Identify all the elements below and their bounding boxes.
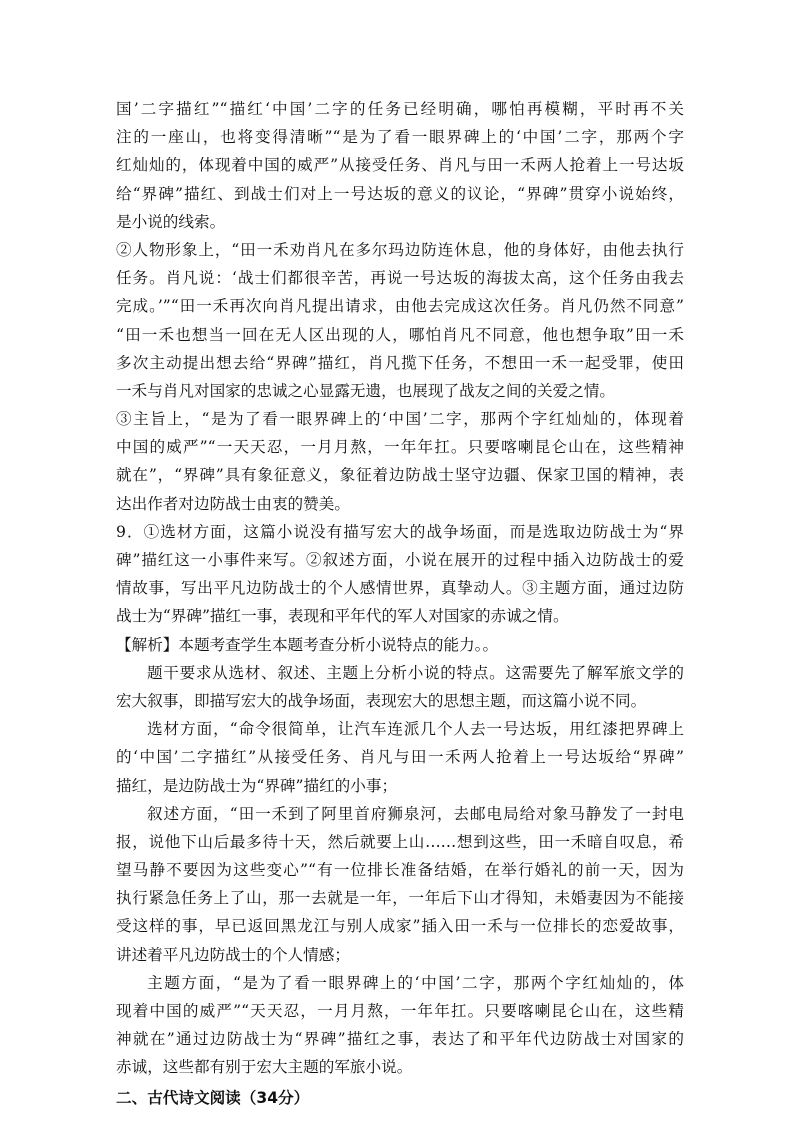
answer-9: [116, 518, 684, 631]
text-line: 叙述方面，“田一禾到了阿里首府狮泉河，去邮电局给对象马静发了一封电: [147, 804, 684, 823]
text-line: 题干要求从选材、叙述、主题上分析小说的特点。这需要先了解军旅文学的: [147, 663, 684, 682]
text-line: 注的一座山，也将变得清晰”“是为了看一眼界碑上的‘中国’二字，那两个字: [116, 128, 684, 147]
text-line: 主题方面，“是为了看一眼界碑上的‘中国’二字，那两个字红灿灿的，体: [147, 973, 684, 992]
text-line: 就在”，“界碑”具有象征意义，象征着边防战士坚守边疆、保家卫国的精神，表: [116, 466, 684, 485]
text-line: 任务。肖凡说：‘战士们都很辛苦，再说一号达坂的海拔太高，这个任务由我去: [116, 269, 684, 288]
text-line: 国’二字描红”“描红‘中国’二字的任务已经明确，哪怕再模糊，平时再不关: [116, 100, 684, 118]
text-line: 选材方面，“命令很简单，让汽车连派几个人去一号达坂，用红漆把界碑上: [147, 720, 684, 739]
analysis-intro: [116, 659, 684, 715]
text-line: 望马静不要因为这些变心”“有一位排长准备结婚，在举行婚礼的前一天，因为: [116, 861, 684, 880]
text-line: 讲述着平凡边防战士的个人情感；: [116, 945, 350, 964]
text-line: 战士为“界碑”描红一事，表现和平年代的军人对国家的赤诚之情。: [116, 607, 569, 626]
paragraph-character: [116, 236, 684, 405]
text-line: 神就在”通过边防战士为“界碑”描红之事，表达了和平年代边防战士对国家的: [116, 1030, 684, 1049]
text-line: ③主旨上，“是为了看一眼界碑上的‘中国’二字，那两个字红灿灿的，体现着: [116, 410, 684, 429]
text-line: 红灿灿的，体现着中国的威严”从接受任务、肖凡与田一禾两人抢着上一号达坂: [116, 156, 684, 175]
analysis-narrative: [116, 800, 684, 969]
text-line: 描红，是边防战士为“界碑”描红的小事；: [116, 776, 398, 795]
text-line: 宏大叙事，即描写宏大的战争场面，表现宏大的思想主题，而这篇小说不同。: [116, 691, 647, 710]
text-line: 是小说的线索。: [116, 212, 226, 231]
analysis-theme: [116, 969, 684, 1082]
document-page: [116, 95, 684, 1112]
paragraph-clue: [116, 95, 684, 236]
text-line: 受这样的事，早已返回黑龙江与别人成家”插入田一禾与一位排长的恋爱故事，: [116, 917, 684, 936]
text-line: 赤诚，这些都有别于宏大主题的军旅小说。: [116, 1058, 413, 1077]
text-line: ②人物形象上，“田一禾劝肖凡在多尔玛边防连休息，他的身体好，由他去执行: [116, 240, 684, 259]
section-heading: 二、古代诗文阅读（34分）: [116, 1088, 310, 1107]
text-line: 报，说他下山后最多待十天，然后就要上山……想到这些，田一禾暗自叹息，希: [116, 832, 684, 851]
text-line: 中国的威严”“一天天忍，一月月熬，一年年扛。只要喀喇昆仑山在，这些精神: [116, 438, 684, 457]
text-line: 现着中国的威严”“天天忍，一月月熬，一年年扛。只要喀喇昆仑山在，这些精: [116, 1002, 684, 1020]
analysis-label: [116, 631, 684, 659]
text-line: 【解析】本题考查学生本题考查分析小说特点的能力。。: [116, 635, 499, 654]
text-line: 多次主动提出想去给“界碑”描红，肖凡揽下任务，不想田一禾一起受罪，使田: [116, 353, 684, 372]
text-line: 情故事，写出平凡边防战士的个人感情世界，真挚动人。③主题方面，通过边防: [116, 579, 684, 598]
text-line: 一禾与肖凡对国家的忠诚之心显露无遗，也展现了战友之间的关爱之情。: [116, 381, 616, 400]
analysis-material: [116, 715, 684, 800]
text-line: 达出作者对边防战士由衷的赞美。: [116, 494, 350, 513]
text-line: 的‘中国’二字描红”从接受任务、肖凡与田一禾两人抢着上一号达坂给“界碑”: [116, 748, 684, 767]
text-line: 给“界碑”描红、到战士们对上一号达坂的意义的议论，“界碑”贯穿小说始终，: [116, 184, 684, 203]
text-line: 完成。’”“田一禾再次向肖凡提出请求，由他去完成这次任务。肖凡仍然不同意”: [116, 297, 684, 316]
text-line: 9．①选材方面，这篇小说没有描写宏大的战争场面，而是选取边防战士为“界: [116, 522, 684, 541]
text-line: 执行紧急任务上了山，那一去就是一年，一年后下山才得知，未婚妻因为不能接: [116, 889, 684, 908]
paragraph-theme: [116, 405, 684, 518]
text-line: “田一禾也想当一回在无人区出现的人，哪怕肖凡不同意，他也想争取”田一禾: [116, 325, 684, 344]
text-line: 碑”描红这一小事件来写。②叙述方面，小说在展开的过程中插入边防战士的爱: [116, 551, 684, 569]
